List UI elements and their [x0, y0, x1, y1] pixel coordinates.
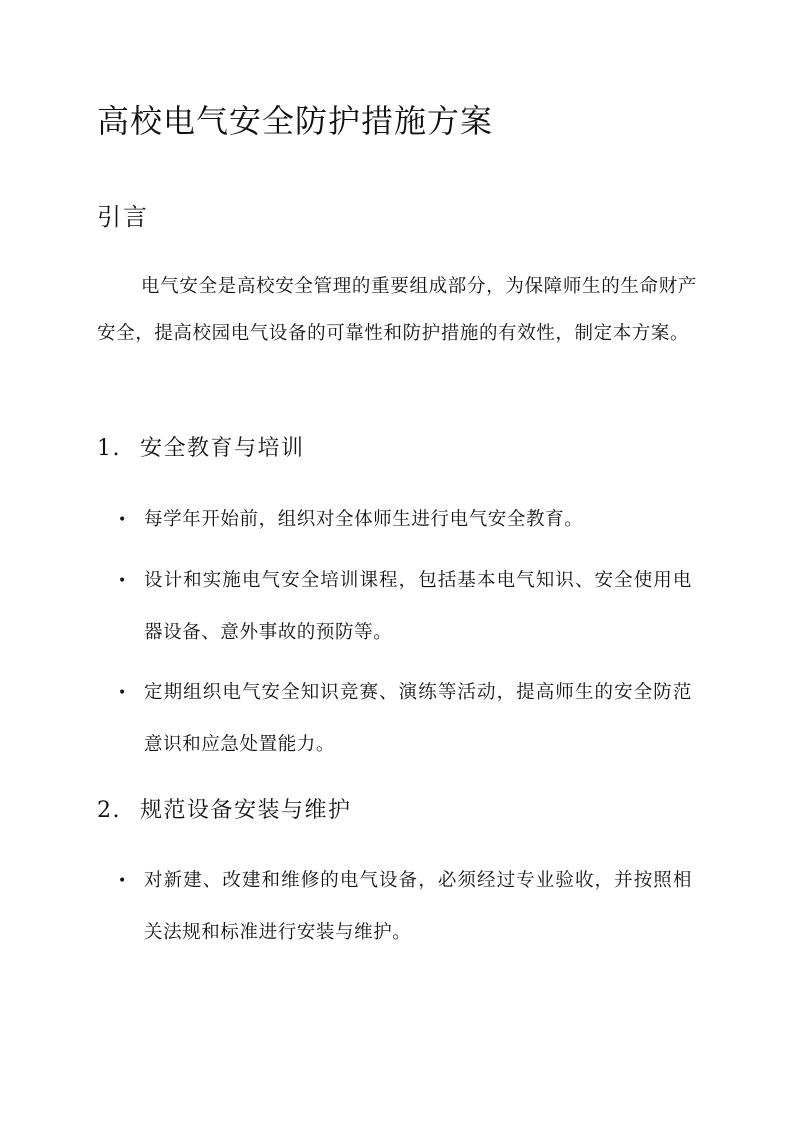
- section-number: 2.: [97, 798, 121, 823]
- list-item-text: 对新建、改建和维修的电气设备，必须经过专业验收，并按照相关法规和标准进行安装与维护。: [144, 870, 692, 943]
- intro-paragraph: 电气安全是高校安全管理的重要组成部分，为保障师生的生命财产安全，提高校园电气设备的可靠性和防护措施的有效性，制定本方案。: [97, 276, 697, 344]
- section-title: 安全教育与培训: [140, 436, 305, 461]
- section-heading-education: [97, 431, 305, 462]
- list-item-text: 定期组织电气安全知识竞赛、演练等活动，提高师生的安全防范意识和应急处置能力。: [144, 682, 692, 755]
- section-title: 规范设备安装与维护: [140, 798, 352, 823]
- bullet-icon: •: [118, 512, 127, 528]
- list-item-text: 设计和实施电气安全培训课程，包括基本电气知识、安全使用电器设备、意外事故的预防等。: [144, 570, 692, 643]
- list-item: [118, 855, 698, 959]
- list-item: [118, 494, 698, 546]
- bullet-icon: •: [118, 685, 127, 701]
- document-title: 高校电气安全防护措施方案: [97, 102, 494, 140]
- list-item-text: 每学年开始前，组织对全体师生进行电气安全教育。: [144, 509, 584, 530]
- section-heading-installation: [97, 793, 352, 824]
- section-number: 1.: [97, 436, 121, 461]
- list-item: [118, 555, 698, 659]
- list-item: [118, 667, 698, 771]
- bullet-icon: •: [118, 873, 127, 889]
- intro-heading: 引言: [97, 203, 149, 231]
- bullet-icon: •: [118, 573, 127, 589]
